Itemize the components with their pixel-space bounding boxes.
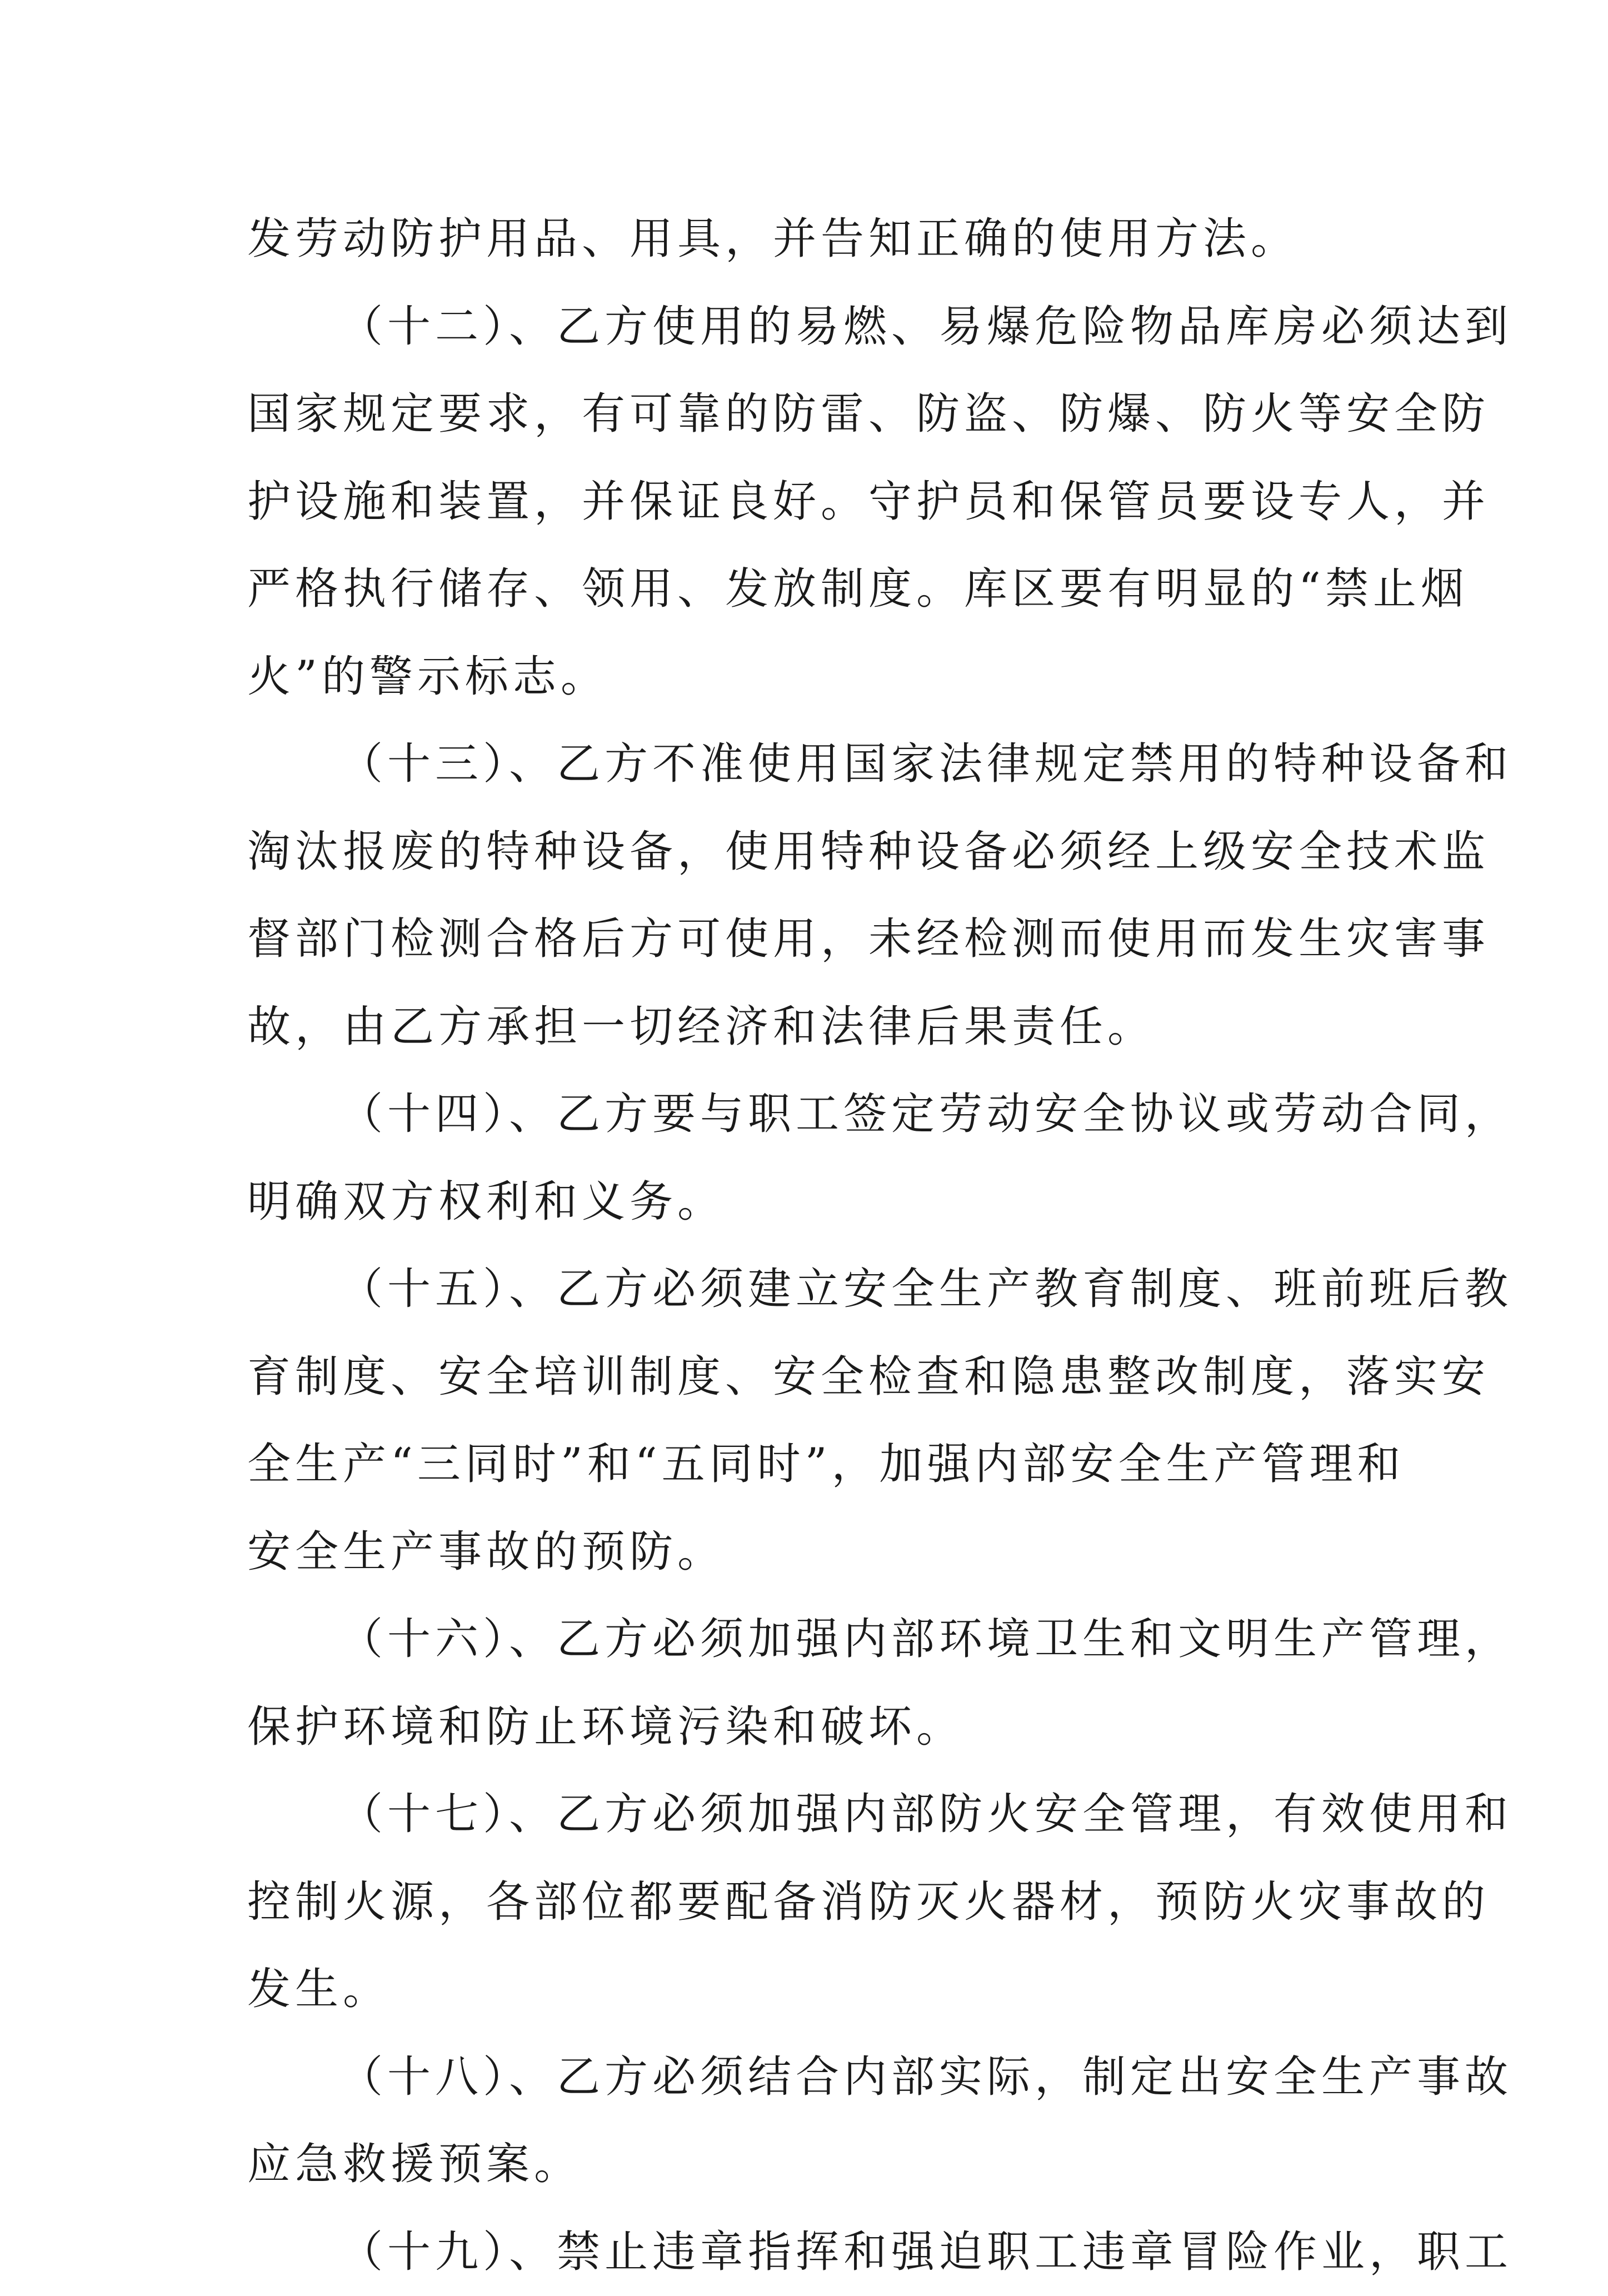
text-line: 严格执行储存、领用、发放制度。库区要有明显的“禁止烟 — [247, 546, 1364, 633]
text-line: （十二）、乙方使用的易燃、易爆危险物品库房必须达到 — [247, 283, 1364, 371]
document-body — [247, 196, 1364, 2296]
text-line: 全生产“三同时”和“五同时”，加强内部安全生产管理和 — [247, 1421, 1364, 1509]
text-line: 应急救援预案。 — [247, 2121, 1364, 2209]
text-line: 国家规定要求，有可靠的防雷、防盗、防爆、防火等安全防 — [247, 371, 1364, 458]
text-line: 控制火源，各部位都要配备消防灭火器材，预防火灾事故的 — [247, 1859, 1364, 1946]
text-line: 明确双方权利和义务。 — [247, 1159, 1364, 1246]
text-line: 发劳动防护用品、用具，并告知正确的使用方法。 — [247, 196, 1364, 283]
text-line: 淘汰报废的特种设备，使用特种设备必须经上级安全技术监 — [247, 808, 1364, 896]
text-line: （十六）、乙方必须加强内部环境卫生和文明生产管理， — [247, 1596, 1364, 1684]
text-line: 故，由乙方承担一切经济和法律后果责任。 — [247, 984, 1364, 1071]
text-line: 安全生产事故的预防。 — [247, 1509, 1364, 1596]
text-line: （十四）、乙方要与职工签定劳动安全协议或劳动合同， — [247, 1071, 1364, 1159]
text-line: 督部门检测合格后方可使用，未经检测而使用而发生灾害事 — [247, 896, 1364, 984]
text-line: 保护环境和防止环境污染和破坏。 — [247, 1684, 1364, 1771]
text-line: 火”的警示标志。 — [247, 633, 1364, 721]
text-line: 发生。 — [247, 1946, 1364, 2034]
text-line: 护设施和装置，并保证良好。守护员和保管员要设专人，并 — [247, 458, 1364, 546]
text-line: 育制度、安全培训制度、安全检查和隐患整改制度，落实安 — [247, 1334, 1364, 1421]
text-line: （十三）、乙方不准使用国家法律规定禁用的特种设备和 — [247, 721, 1364, 808]
text-line: （十九）、禁止违章指挥和强迫职工违章冒险作业，职工 — [247, 2209, 1364, 2296]
text-line: （十五）、乙方必须建立安全生产教育制度、班前班后教 — [247, 1246, 1364, 1334]
text-line: （十八）、乙方必须结合内部实际，制定出安全生产事故 — [247, 2034, 1364, 2122]
text-line: （十七）、乙方必须加强内部防火安全管理，有效使用和 — [247, 1771, 1364, 1859]
